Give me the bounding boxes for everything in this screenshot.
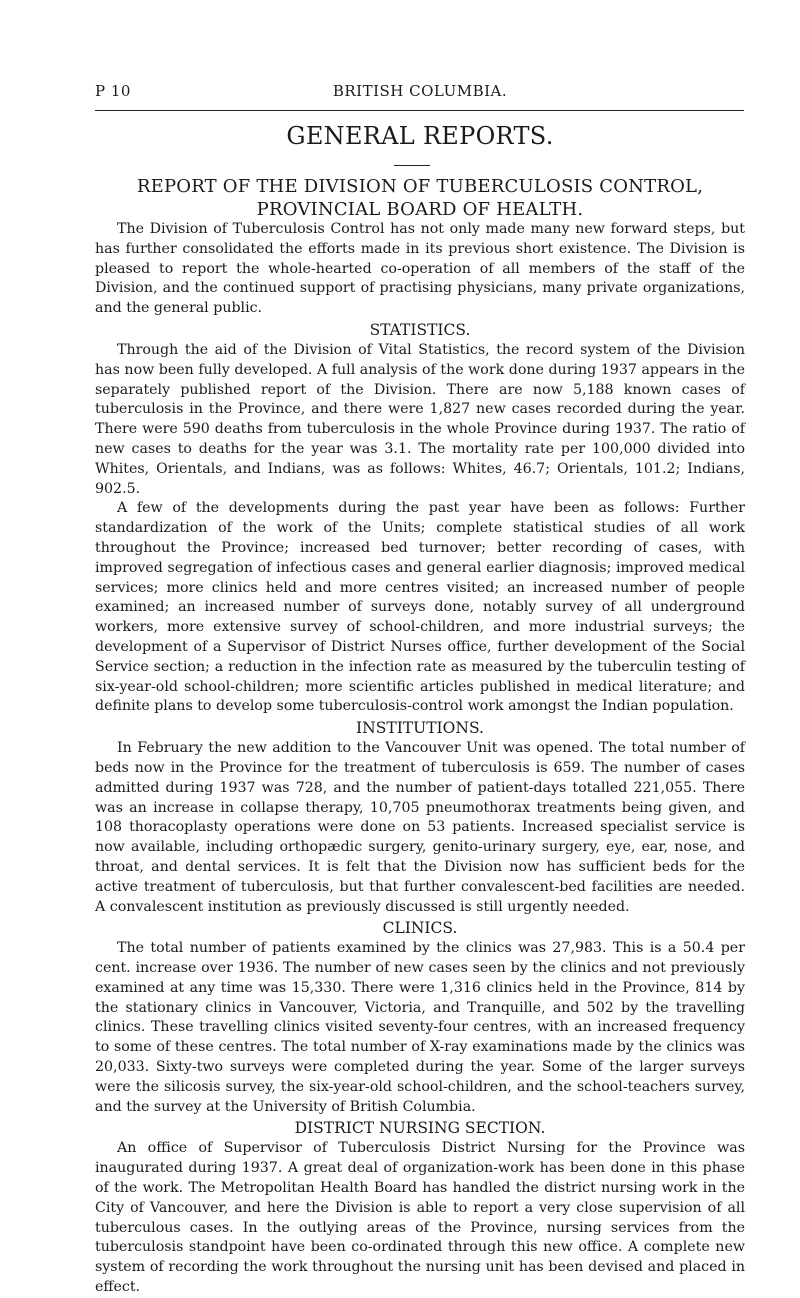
clinics-heading: CLINICS. — [382, 919, 458, 938]
statistics-heading: STATISTICS. — [369, 320, 471, 339]
report-title-line-1: REPORT OF THE DIVISION OF TUBERCULOSIS CONTROL, — [136, 176, 704, 197]
clinics-paragraph: The total number of patients examined by the clinics was 27,983. This is a 50.4 per cent. increase over 1936. The number of new cases seen by the clinics and not previously examined at any time was 15,330. There were 1,316 clinics held in the Province, 814 by the stationary clinics in Vancouver, Victoria, and Tranquille, and 502 by the travelling clinics. These travelling clinics visited seventy-four centres, with an increased frequency to some of these centres. The total number of X-ray examinations made by the clinics was 20,033. Sixty-two surveys were completed during the year. Some of the larger surveys were the silicosis survey, the six-year-old school-children, and the school-teachers survey, and the survey at the University of British Columbia. — [95, 940, 745, 1115]
page-number: P 10 — [95, 82, 131, 100]
header-rule — [95, 110, 744, 111]
institutions-paragraph: In February the new addition to the Vancouver Unit was opened. The total number of beds now in the Province for the treatment of tuberculosis is 659. The number of cases admitted during 1937 was 728, and the number of patient-days totalled 221,055. There was an increase in collapse therapy, 10,705 pneumothorax treatments being given, and 108 thoracoplasty operations were done on 53 patients. Increased specialist service is now available, including orthopædic surgery, genito-urinary surgery, eye, ear, nose, and throat, and dental services. It is felt that the Division now has sufficient beds for the active treatment of tuberculosis, but that further convalescent-bed facilities are needed. A convalescent institution as previously discussed is still urgently needed. — [95, 740, 745, 915]
intro-paragraph: The Division of Tuberculosis Control has not only made many new forward steps, but has further consolidated the efforts made in its previous short existence. The Division is pleased to report the whole-hearted co-operation of all members of the staff of the Division, and the continued support of practising physicians, many private organizations, and the general public. — [95, 221, 745, 317]
title-divider — [394, 165, 430, 166]
running-title: BRITISH COLUMBIA. — [332, 82, 508, 100]
institutions-heading: INSTITUTIONS. — [356, 719, 484, 738]
report-body — [95, 220, 745, 1298]
district-nursing-paragraph: An office of Supervisor of Tuberculosis District Nursing for the Province was inaugurated during 1937. A great deal of organization-work has been done in this phase of the work. The Metropolitan Health Board has handled the district nursing work in the City of Vancouver, and here the Division is able to report a very close supervision of all tuberculous cases. In the outlying areas of the Province, nursing services from the tuberculosis standpoint have been co-ordinated through this new office. A complete new system of recording the work throughout the nursing unit has been devised and placed in effect. — [95, 1140, 745, 1296]
statistics-paragraph-1: Through the aid of the Division of Vital Statistics, the record system of the Division has now been fully developed. A full analysis of the work done during 1937 appears in the separately published report of the Division. There are now 5,188 known cases of tuberculosis in the Province, and there were 1,827 new cases recorded during the year. There were 590 deaths from tuberculosis in the whole Province during 1937. The ratio of new cases to deaths for the year was 3.1. The mortality rate per 100,000 divided into Whites, Orientals, and Indians, was as follows: Whites, 46.7; Orientals, 101.2; Indians, 902.5. — [95, 341, 745, 497]
statistics-paragraph-2: A few of the developments during the past year have been as follows: Further standardization of the work of the Units; complete statistical studies of all work throughout the Province; increased bed turnover; better recording of cases, with improved segregation of infectious cases and general earlier diagnosis; improved medical services; more clinics held and more centres visited; an increased number of people examined; an increased number of surveys done, notably survey of all underground workers, more extensive survey of school-children, and more industrial surveys; the development of a Supervisor of District Nurses office, further development of the Social Service section; a reduction in the infection rate as measured by the tuberculin testing of six-year-old school-children; more scientific articles published in medical literature; and definite plans to develop some tuberculosis-control work amongst the Indian population. — [95, 500, 745, 715]
report-title — [95, 175, 745, 221]
main-title: GENERAL REPORTS. — [286, 122, 554, 150]
district-nursing-heading: DISTRICT NURSING SECTION. — [294, 1119, 546, 1138]
report-title-line-2: PROVINCIAL BOARD OF HEALTH. — [256, 199, 584, 220]
